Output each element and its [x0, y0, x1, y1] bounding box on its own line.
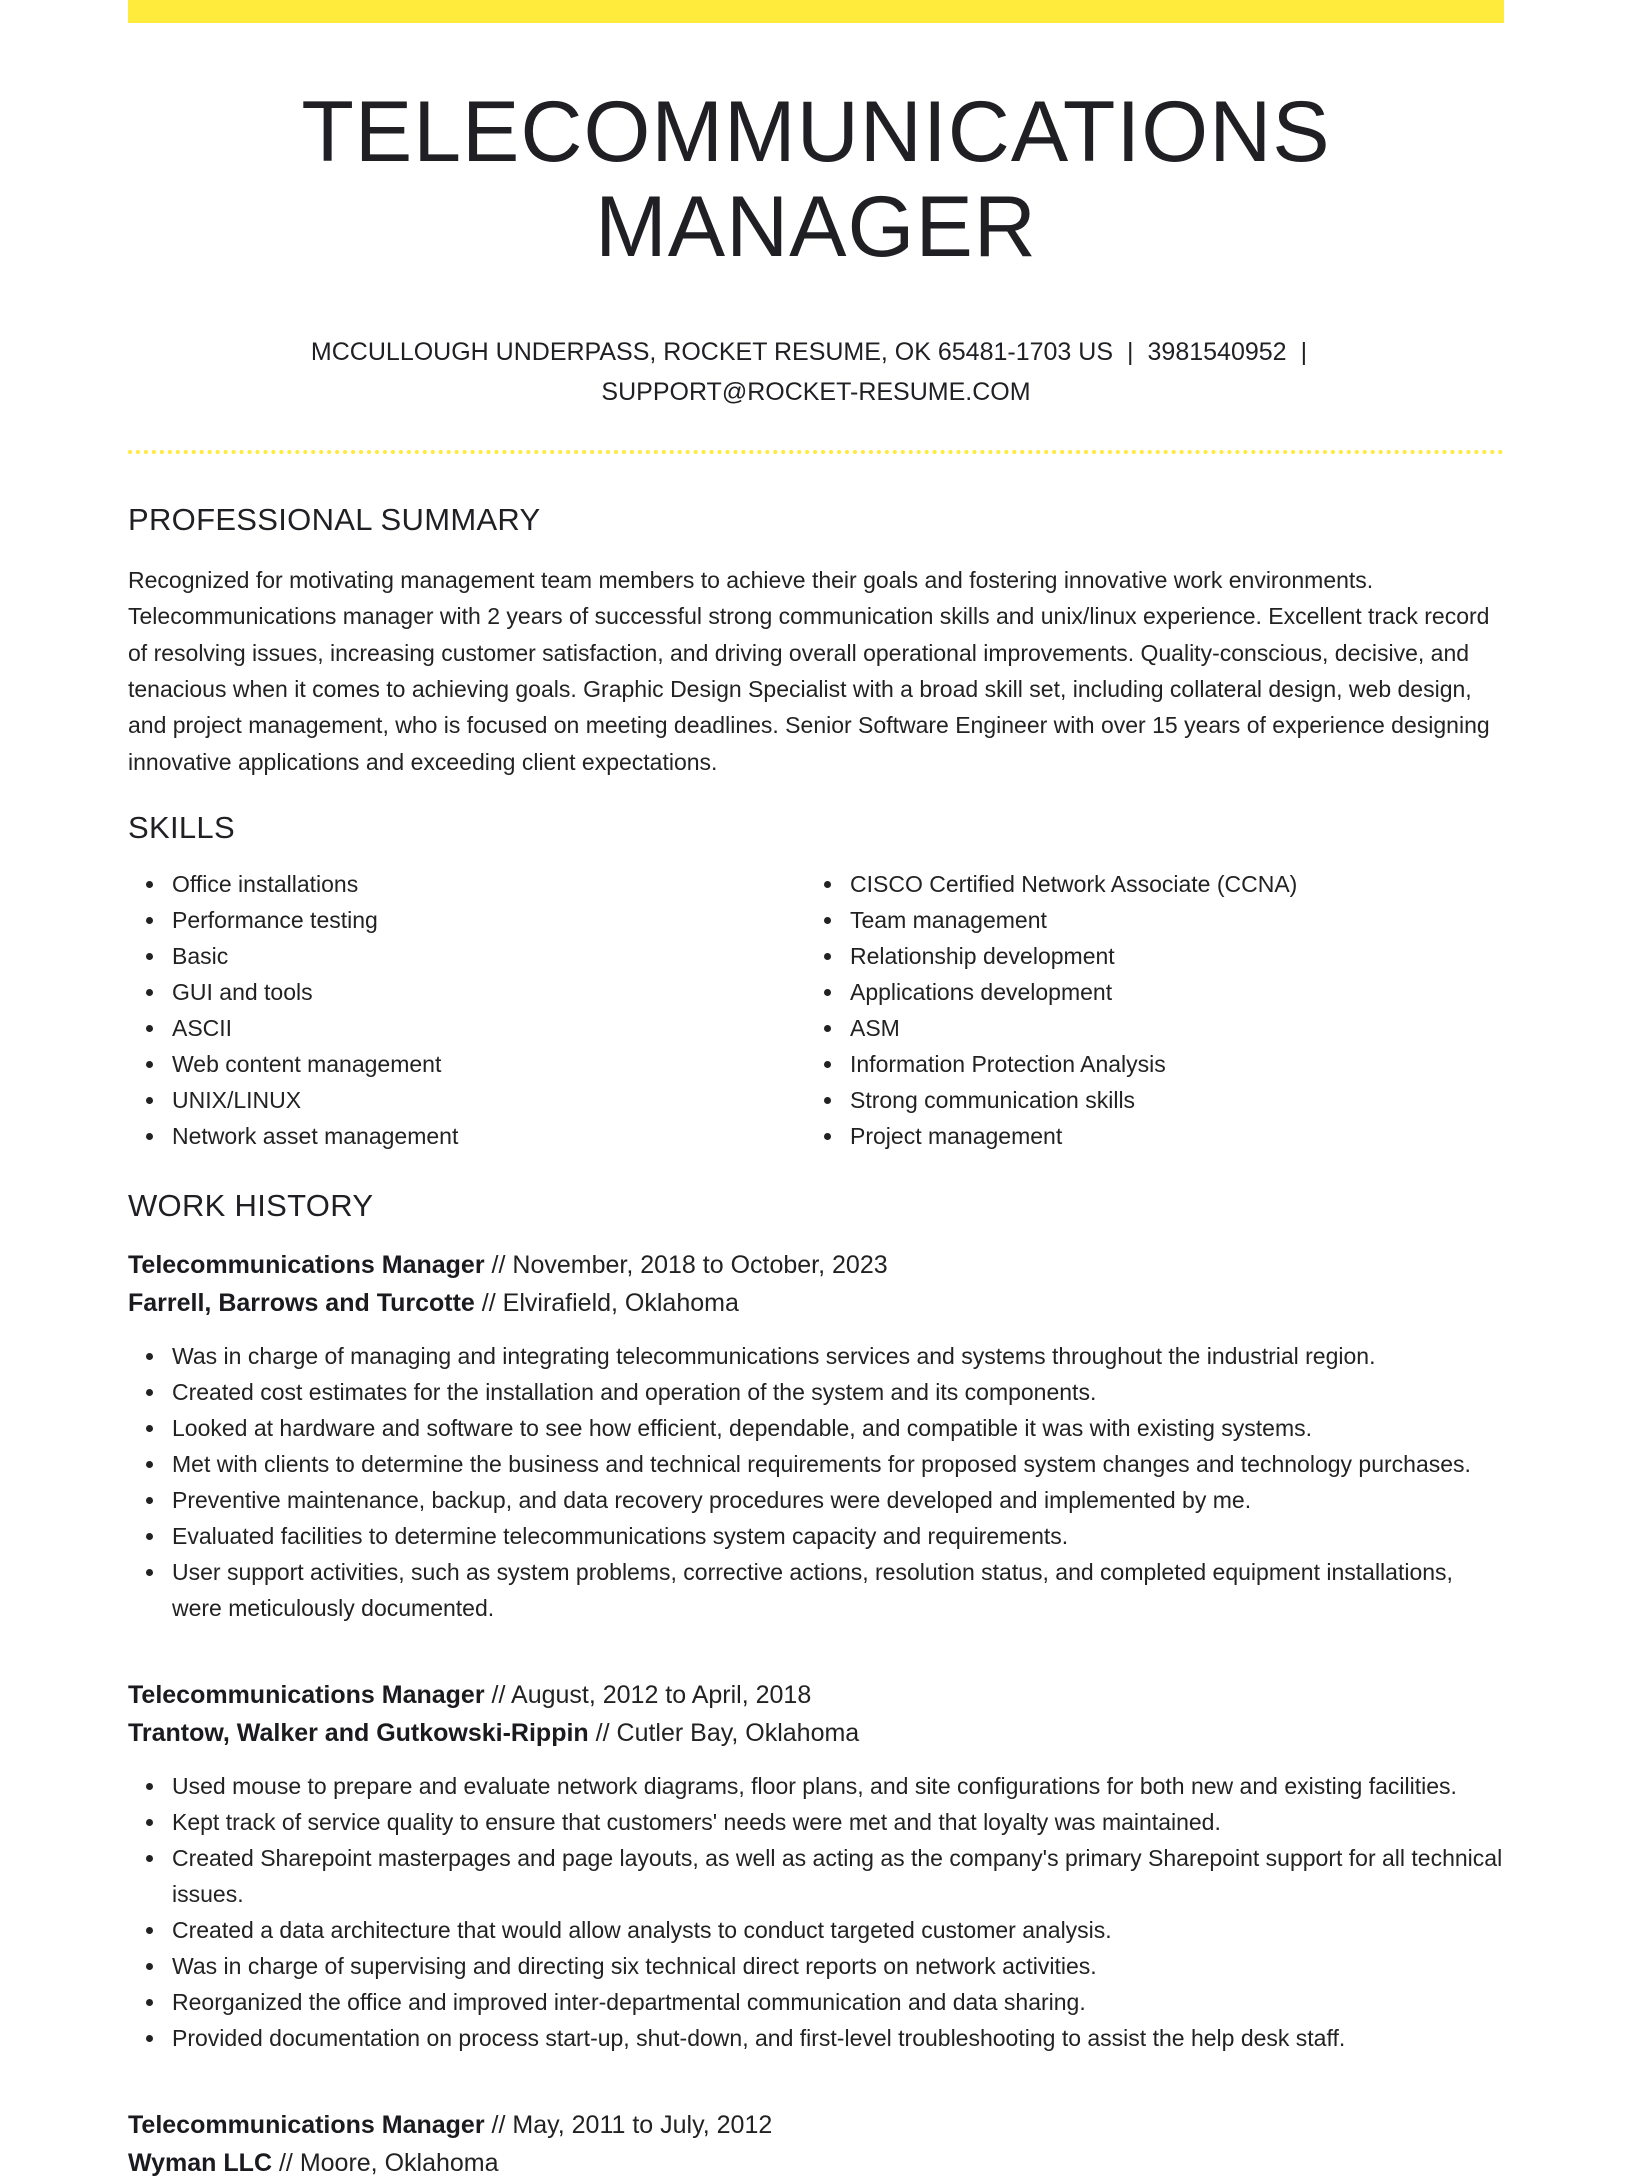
contact-info [266, 332, 1366, 412]
duty-item: Used mouse to prepare and evaluate network diagrams, floor plans, and site configurations for both new and existing facilities. [172, 1768, 1504, 1804]
job-location: Elvirafield, Oklahoma [502, 1288, 739, 1317]
section-heading-summary: PROFESSIONAL SUMMARY [128, 502, 541, 538]
section-heading-skills: SKILLS [128, 809, 235, 845]
skill-item: Strong communication skills [850, 1082, 1504, 1118]
skills-list-right [806, 866, 1504, 1154]
separator: | [1300, 338, 1308, 367]
email: SUPPORT@ROCKET-RESUME.COM [601, 378, 1031, 407]
summary-paragraph: Recognized for motivating management team members to achieve their goals and fostering innovative work environments. Telecommunications manager with 2 years of successful strong communication skills and unix/linux experience. Excellent track record of resolving issues, increasing customer satisfaction, and driving overall operational improvements. Quality-conscious, decisive, and tenacious when it comes to achieving goals. Graphic Design Specialist with a broad skill set, including collateral design, web design, and project management, who is focused on meeting deadlines. Senior Software Engineer with over 15 years of experience designing innovative applications and exceeding client expectations. [128, 567, 1490, 775]
job-company-line [128, 1284, 1504, 1322]
accent-bar [128, 0, 1504, 23]
job-entry [128, 1676, 1504, 2056]
duty-item: Created Sharepoint masterpages and page layouts, as well as acting as the company's primary Sharepoint support for all technical issues. [172, 1840, 1504, 1912]
divider: // [278, 2148, 293, 2177]
skill-item: Team management [850, 902, 1504, 938]
company-name: Wyman LLC [128, 2148, 272, 2177]
divider: // [491, 1680, 506, 1709]
duty-item: User support activities, such as system problems, corrective actions, resolution status, and completed equipment installations, were meticulously documented. [172, 1554, 1504, 1626]
job-title-line [128, 1246, 1504, 1284]
job-duties [128, 1338, 1504, 1626]
company-name: Trantow, Walker and Gutkowski-Rippin [128, 1718, 589, 1747]
skill-item: Web content management [172, 1046, 806, 1082]
duty-item: Reorganized the office and improved inter-departmental communication and data sharing. [172, 1984, 1504, 2020]
company-name: Farrell, Barrows and Turcotte [128, 1288, 475, 1317]
divider: // [491, 1250, 506, 1279]
skill-item: ASM [850, 1010, 1504, 1046]
job-dates: August, 2012 to April, 2018 [511, 1680, 812, 1709]
skill-item: CISCO Certified Network Associate (CCNA) [850, 866, 1504, 902]
job-duties [128, 1768, 1504, 2056]
duty-item: Created a data architecture that would allow analysts to conduct targeted customer analysis. [172, 1912, 1504, 1948]
address: MCCULLOUGH UNDERPASS, ROCKET RESUME, OK 65481-1703 US [310, 338, 1114, 367]
section-heading-work-history: WORK HISTORY [128, 1187, 374, 1223]
skill-item: Office installations [172, 866, 806, 902]
resume-page [128, 0, 1504, 2182]
job-dates: May, 2011 to July, 2012 [512, 2110, 773, 2139]
skills-grid [128, 866, 1504, 1154]
skill-item: Information Protection Analysis [850, 1046, 1504, 1082]
duty-item: Kept track of service quality to ensure that customers' needs were met and that loyalty was maintained. [172, 1804, 1504, 1840]
duty-item: Was in charge of managing and integrating telecommunications services and systems throughout the industrial region. [172, 1338, 1504, 1374]
skill-item: Relationship development [850, 938, 1504, 974]
divider: // [595, 1718, 610, 1747]
job-title: Telecommunications Manager [128, 1250, 485, 1279]
duty-item: Met with clients to determine the business and technical requirements for proposed system changes and technology purchases. [172, 1446, 1504, 1482]
duty-item: Evaluated facilities to determine telecommunications system capacity and requirements. [172, 1518, 1504, 1554]
duty-item: Looked at hardware and software to see how efficient, dependable, and compatible it was with existing systems. [172, 1410, 1504, 1446]
job-entry [128, 2106, 1504, 2182]
job-location: Cutler Bay, Oklahoma [616, 1718, 860, 1747]
dotted-divider [128, 450, 1504, 454]
job-dates: November, 2018 to October, 2023 [512, 1250, 888, 1279]
skill-item: Basic [172, 938, 806, 974]
job-company-line [128, 1714, 1504, 1752]
duty-item: Was in charge of supervising and directing six technical direct reports on network activities. [172, 1948, 1504, 1984]
duty-item: Preventive maintenance, backup, and data recovery procedures were developed and implemented by me. [172, 1482, 1504, 1518]
resume-title: TELECOMMUNICATIONS MANAGER [301, 84, 1331, 275]
duty-item: Created cost estimates for the installation and operation of the system and its components. [172, 1374, 1504, 1410]
skill-item: Applications development [850, 974, 1504, 1010]
job-location: Moore, Oklahoma [299, 2148, 499, 2177]
separator: | [1127, 338, 1134, 367]
divider: // [481, 1288, 496, 1317]
duty-item: Provided documentation on process start-up, shut-down, and first-level troubleshooting to assist the help desk staff. [172, 2020, 1504, 2056]
skill-item: Performance testing [172, 902, 806, 938]
job-title: Telecommunications Manager [128, 2110, 485, 2139]
skill-item: GUI and tools [172, 974, 806, 1010]
skill-item: Project management [850, 1118, 1504, 1154]
job-company-line [128, 2144, 1504, 2182]
divider: // [491, 2110, 506, 2139]
skill-item: UNIX/LINUX [172, 1082, 806, 1118]
skill-item: ASCII [172, 1010, 806, 1046]
job-title: Telecommunications Manager [128, 1680, 485, 1709]
phone: 3981540952 [1147, 338, 1287, 367]
skills-list-left [128, 866, 806, 1154]
skill-item: Network asset management [172, 1118, 806, 1154]
job-entry [128, 1246, 1504, 1626]
job-title-line [128, 1676, 1504, 1714]
